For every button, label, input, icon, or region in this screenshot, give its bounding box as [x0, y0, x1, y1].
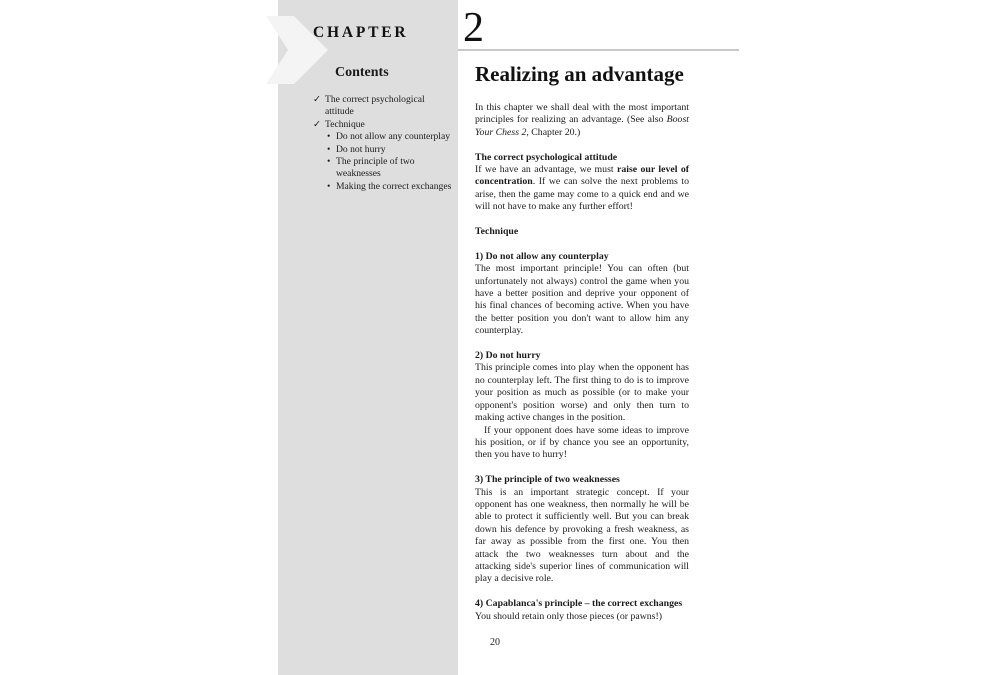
emphasis-text: raise our level of concentration [475, 164, 689, 188]
section-heading: 1) Do not allow any counterplay [475, 250, 609, 262]
toc-subitem-label: Do not hurry [336, 143, 386, 155]
toc-subitem-label: Do not allow any counterplay [336, 131, 451, 143]
section-heading: 2) Do not hurry [475, 350, 541, 362]
book-reference: Boost Your Chess 2 [475, 114, 689, 138]
toc-subitem-do-not-hurry [313, 144, 453, 156]
toc-subitem-two-weaknesses [313, 156, 453, 181]
section-heading: 4) Capablanca's principle – the correct exchanges [475, 598, 683, 610]
section-paragraph: If your opponent does have some ideas to improve his position, or if by chance you see an opportunity, then you have to hurry! [475, 424, 689, 461]
toc-item-technique [313, 119, 453, 131]
intro-paragraph: In this chapter we shall deal with the most important principles for realizing an advantage. (See also Boost Your Chess 2, Chapter 20.) [475, 102, 689, 138]
toc-item-label: The correct psychological attitude [325, 94, 425, 118]
toc-subitem-label: The principle of two weaknesses [336, 156, 415, 180]
toc-subitem-counterplay [313, 131, 453, 143]
bullet-icon: • [327, 180, 331, 192]
bullet-icon: • [327, 156, 331, 168]
toc-subitem-label: Making the correct exchanges [336, 180, 452, 192]
bullet-icon: • [327, 143, 331, 155]
chapter-label: CHAPTER [313, 24, 409, 41]
chapter-number: 2 [463, 5, 484, 51]
article-body [475, 102, 689, 623]
bullet-icon: • [327, 131, 331, 143]
page-title: Realizing an advantage [475, 62, 684, 86]
section-paragraph: This is an important strategic concept. If your opponent has one weakness, then normally he will be able to protect it sufficiently well. But you can break down his defence by provoking a fresh weakness, as far away as possible from the first one. You then attack the two weaknesses turn about and the attacking side's superior lines of communication will play a decisive role. [475, 486, 689, 585]
section-paragraph: You should retain only those pieces (or pawns!) [475, 610, 663, 622]
section-paragraph: If we have an advantage, we must raise our level of concentration. If we can solve the next problems to arise, then the game may come to a quick end and we will not have to make any further effort! [475, 164, 689, 213]
technique-heading: Technique [475, 226, 519, 238]
checkmark-icon: ✓ [313, 118, 322, 130]
section-paragraph: This principle comes into play when the opponent has no counterplay left. The first thing to do is to improve your position as much as possible (or to make your opponent's position worse) and only then turn to making active changes in the position. [475, 362, 689, 424]
toc-item-label: Technique [325, 118, 365, 130]
chapter-header-rule [458, 49, 739, 51]
toc-subitem-correct-exchanges [313, 181, 453, 193]
section-heading: 3) The principle of two weaknesses [475, 474, 620, 486]
page-number: 20 [490, 637, 500, 648]
checkmark-icon: ✓ [313, 94, 322, 105]
section-paragraph: The most important principle! You can often (but unfortunately not always) control the game when you have a better position and deprive your opponent of his final chances of becoming active. When you have the better position you don't want to allow him any counterplay. [475, 263, 689, 337]
contents-heading: Contents [335, 65, 389, 80]
table-of-contents [313, 94, 453, 193]
toc-item-psychological-attitude [313, 94, 453, 119]
section-heading: The correct psychological attitude [475, 151, 618, 163]
